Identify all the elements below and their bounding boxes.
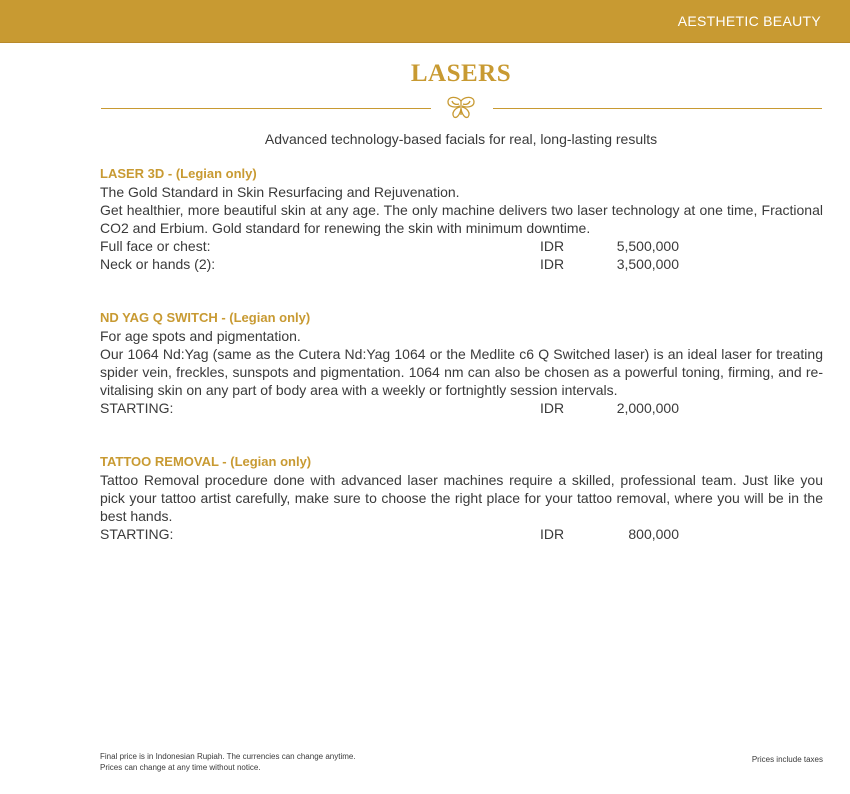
price-amount: 5,500,000 [616, 238, 679, 254]
price-amount: 3,500,000 [616, 256, 679, 272]
service-nd-yag-q-switch [100, 309, 823, 417]
price-row [100, 237, 823, 255]
service-heading: LASER 3D - (Legian only) [100, 166, 257, 181]
service-laser-3d [100, 165, 823, 273]
price-currency: IDR [540, 256, 565, 272]
butterfly-icon [445, 95, 477, 121]
footer-taxes-note: Prices include taxes [751, 755, 823, 764]
footer-note-line: Prices can change at any time without notice. [100, 763, 261, 772]
service-description: Get healthier, more beautiful skin at any age. The only machine delivers two laser technology at one time, Fractional CO2 and Erbium. Gold standard for renewing the skin with minimum downtime. [100, 202, 823, 236]
page-subtitle: Advanced technology-based facials for real, long-lasting results [264, 131, 658, 147]
top-banner [0, 0, 850, 43]
price-row [100, 399, 823, 417]
price-currency: IDR [540, 238, 565, 254]
service-tagline: The Gold Standard in Skin Resurfacing and Rejuvenation. [100, 184, 460, 200]
price-label: Full face or chest: [100, 238, 211, 254]
brand-label: AESTHETIC BEAUTY [677, 13, 821, 29]
price-label: STARTING: [100, 526, 174, 542]
service-tagline: For age spots and pigmentation. [100, 328, 301, 344]
price-label: STARTING: [100, 400, 174, 416]
price-row [100, 255, 823, 273]
service-tattoo-removal [100, 453, 823, 543]
price-label: Neck or hands (2): [100, 256, 216, 272]
page-title: LASERS [410, 60, 512, 87]
footer-note-line: Final price is in Indonesian Rupiah. The currencies can change anytime. [100, 752, 356, 761]
service-description: Tattoo Removal procedure done with advanced laser machines require a skilled, professional team. Just like you pick your tattoo artist carefully, make sure to choose the right place for your tattoo removal, where you will be in the best hands. [100, 472, 823, 524]
price-currency: IDR [540, 526, 565, 542]
title-divider-left [101, 108, 431, 109]
service-heading: ND YAG Q SWITCH - (Legian only) [100, 310, 311, 325]
price-row [100, 525, 823, 543]
price-amount: 2,000,000 [616, 400, 679, 416]
footer-note [100, 751, 356, 773]
price-amount: 800,000 [628, 526, 679, 542]
price-currency: IDR [540, 400, 565, 416]
service-description: Our 1064 Nd:Yag (same as the Cutera Nd:Yag 1064 or the Medlite c6 Q Switched laser) is an ideal laser for treating spider vein, freckles, sunspots and pigmentation. 1064 nm can also be chosen as a powerful toning, firming, and re-vitalising skin on any part of body area with a weekly or fortnightly session intervals. [100, 346, 823, 398]
title-divider-right [493, 108, 822, 109]
service-heading: TATTOO REMOVAL - (Legian only) [100, 454, 312, 469]
